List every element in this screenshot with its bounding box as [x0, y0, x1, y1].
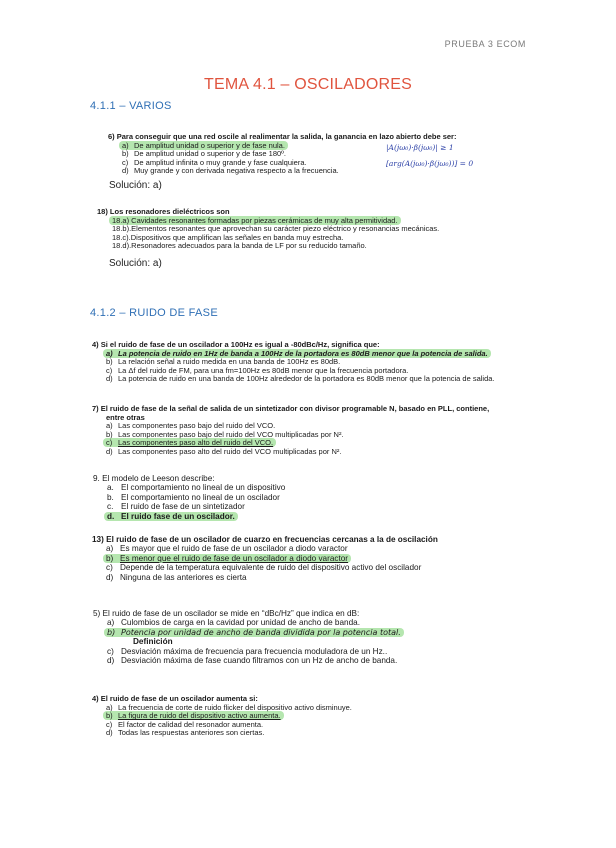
question-13: [92, 535, 542, 582]
option-d: d. El ruido fase de un oscilador.: [107, 512, 533, 521]
question-stem: 18) Los resonadores dieléctricos son: [97, 207, 230, 216]
question-4-aumenta: [92, 695, 532, 738]
page-title: TEMA 4.1 – OSCILADORES: [203, 76, 413, 93]
page-header: PRUEBA 3 ECOM: [444, 39, 526, 49]
option-a: a) Las componentes paso bajo del ruido del VCO.: [106, 421, 276, 431]
option-b: b) De amplitud unidad o superior y de fase 180º.: [122, 149, 286, 159]
question-stem: 9. El modelo de Leeson describe:: [93, 474, 215, 483]
option-b: b) Potencia por unidad de ancho de banda dividida por la potencia total.: [107, 628, 533, 637]
definition-note: Definición: [133, 637, 173, 647]
option-a: 18.a) Cavidades resonantes formadas por piezas cerámicas de muy alta permitividad.: [112, 217, 517, 226]
option-a: a. El comportamiento no lineal de un dispositivo: [107, 483, 286, 493]
option-d: d) Desviación máxima de fase cuando filtramos con un Hz de ancho de banda.: [107, 656, 398, 666]
option-d: d) La potencia de ruido en una banda de 100Hz alrededor de la portadora es 80dB menor que la potencia de salida.: [106, 374, 495, 384]
option-d: d) Las componentes paso alto del ruido del VCO multiplicadas por N².: [106, 446, 342, 456]
option-c: c) Depende de la temperatura equivalente de ruido del dispositivo activo del oscilador: [106, 563, 422, 573]
option-a: a) La potencia de ruido en 1Hz de banda a 100Hz de la portadora es 80dB menor que la potencia de salida.: [106, 350, 532, 359]
option-c: c) La Δf del ruido de FM, para una fm=100Hz es 80dB menor que la frecuencia portadora.: [106, 365, 409, 375]
section-heading-varios: 4.1.1 – VARIOS: [90, 100, 172, 112]
section-heading-ruido-de-fase: 4.1.2 – RUIDO DE FASE: [90, 307, 218, 319]
option-c: c) Las componentes paso alto del ruido del VCO.: [106, 439, 532, 448]
handwritten-note: |A(jω₀)·β(jω₀)| ≥ 1 [arg(A(jω₀)·β(jω₀))] = 0: [386, 143, 474, 168]
option-c: c) El factor de calidad del resonador aumenta.: [106, 719, 264, 729]
option-a: a) De amplitud unidad o superior y de fase nula.: [122, 142, 528, 151]
question-4-ruido-100hz: [92, 341, 532, 384]
option-d: d) Todas las respuestas anteriores son ciertas.: [106, 728, 265, 738]
question-stem: 4) Si el ruido de fase de un oscilador a 100Hz es igual a -80dBc/Hz, significa que:: [92, 340, 380, 349]
option-d: 18.d).Resonadores adecuados para la banda de LF por su reducido tamaño.: [112, 241, 367, 251]
question-stem-continued: entre otras: [106, 412, 145, 422]
option-c: c) De amplitud infinita o muy grande y fase cualquiera.: [122, 157, 307, 167]
question-5: [93, 609, 533, 665]
question-stem: 4) El ruido de fase de un oscilador aumenta si:: [92, 694, 258, 703]
solution-q18: Solución: a): [109, 258, 162, 269]
option-b: b. El comportamiento no lineal de un oscilador: [107, 492, 280, 502]
option-a: a) La frecuencia de corte de ruido flicker del dispositivo activo disminuye.: [106, 702, 352, 712]
option-b: b) La relación señal a ruido medida en una banda de 100Hz es 80dB.: [106, 357, 341, 367]
option-a: a) Es mayor que el ruido de fase de un oscilador a diodo varactor: [106, 544, 348, 554]
option-b: b) La figura de ruido del dispositivo activo aumenta.: [106, 712, 532, 721]
option-d: d) Muy grande y con derivada negativa respecto a la frecuencia.: [122, 166, 339, 176]
question-18: [97, 208, 517, 251]
option-b: 18.b).Elementos resonantes que aprovechan su carácter piezo eléctrico y resonancias mecánicas.: [112, 224, 440, 234]
option-c: c) Desviación máxima de frecuencia para frecuencia moduladora de un Hz..: [107, 646, 388, 656]
option-b: b) Las componentes paso bajo del ruido del VCO multiplicadas por N².: [106, 429, 344, 439]
question-stem: 5) El ruido de fase de un oscilador se mide en “dBc/Hz” que indica en dB:: [93, 609, 360, 618]
question-stem: 13) El ruido de fase de un oscilador de cuarzo en frecuencias cercanas a la de oscilación: [92, 535, 438, 544]
option-c: 18.c).Dispositivos que amplifican las señales en banda muy estrecha.: [112, 232, 344, 242]
option-d: d) Ninguna de las anteriores es cierta: [106, 572, 247, 582]
question-stem: 6) Para conseguir que una red oscile al realimentar la salida, la ganancia en lazo abierto debe ser:: [108, 132, 457, 141]
option-a: a) Culombios de carga en la cavidad por unidad de ancho de banda.: [107, 618, 360, 628]
question-7: [92, 405, 532, 457]
question-9: [93, 474, 533, 521]
option-c: c. El ruido de fase de un sintetizador: [107, 502, 245, 512]
option-b: b) Es menor que el ruido de fase de un oscilador a diodo varactor: [106, 554, 542, 563]
question-stem: 7) El ruido de fase de la señal de salida de un sintetizador con divisor programable N, basado en PLL, contiene,: [92, 404, 490, 413]
solution-q6: Solución: a): [109, 180, 162, 191]
